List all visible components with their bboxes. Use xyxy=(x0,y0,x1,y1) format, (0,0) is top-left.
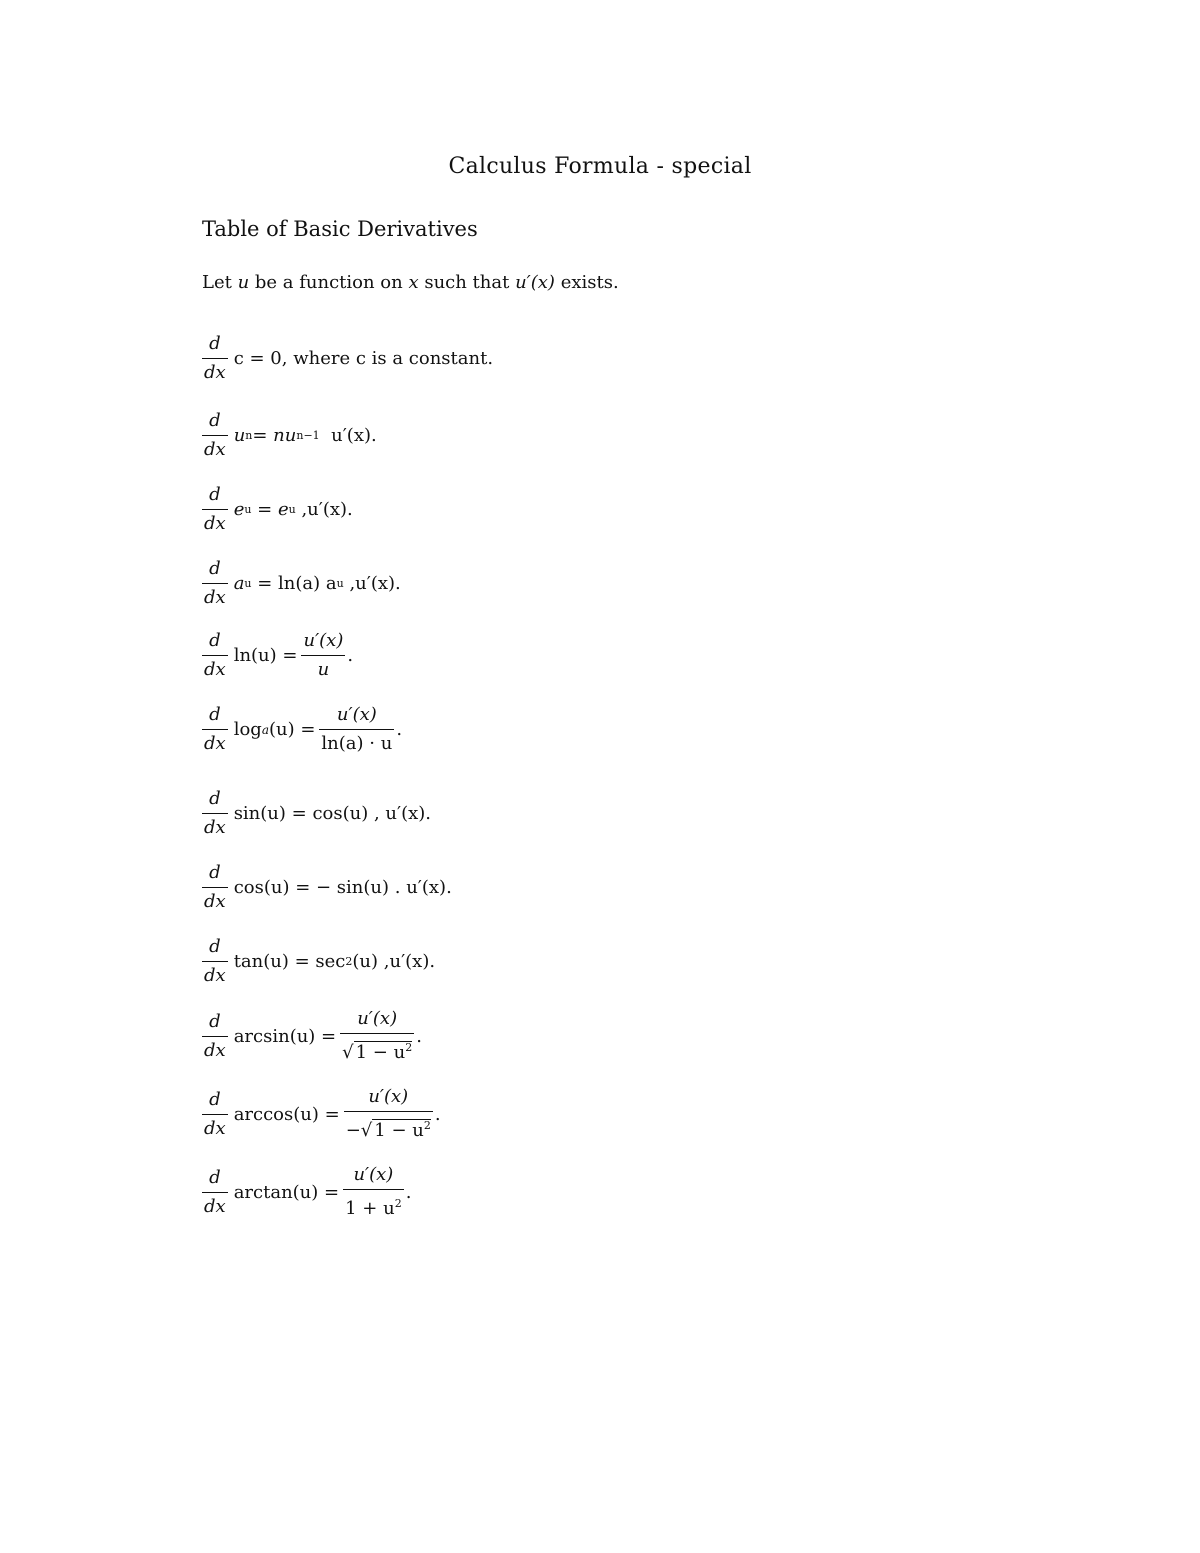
intro-var-x: x xyxy=(408,272,419,293)
formula-sin: $\frac{d}{dx}$ sin(u) = cos(u) , u′(x). xyxy=(204,788,431,838)
ddx-operator: $\frac{d}{dx}$ xyxy=(204,788,226,838)
arcsin-fraction: $\frac{u'(x)}{√ 1 - u^2}$ xyxy=(342,1008,413,1063)
formula-arcsin: $\frac{d}{dx}$ arcsin(u) = $\frac{u'(x)}{√ 1 - u^2}$ . xyxy=(204,1008,422,1063)
formula-log: $\frac{d}{dx}$ log a (u) = $\frac{u'(x)}{\ln(a) \cdot u}$ . xyxy=(204,704,403,754)
ddx-operator: $\frac{d}{dx}$ xyxy=(204,936,226,986)
formula-cos: $\frac{d}{dx}$ cos(u) = − sin(u) . u′(x). xyxy=(204,862,452,912)
arctan-fraction: $\frac{u'(x)}{1 + u^2}$ xyxy=(345,1164,402,1219)
page-title: Calculus Formula - special xyxy=(448,154,752,179)
ddx-operator: $\frac{d}{dx}$ xyxy=(204,630,226,680)
ln-fraction: $\frac{u'(x)}{u}$ xyxy=(303,630,344,680)
formula-ln: $\frac{d}{dx}$ ln(u) = $\frac{u'(x)}{u}$ . xyxy=(204,630,354,680)
intro-derivative: u′(x) xyxy=(515,272,555,293)
formula-arccos: $\frac{d}{dx}$ arccos(u) = $\frac{u'(x)}{-√ 1 - u^2}$ . xyxy=(204,1086,441,1141)
ddx-operator: $\frac{d}{dx}$ xyxy=(204,1166,226,1217)
intro-post: exists. xyxy=(554,272,619,293)
intro-var-u: u xyxy=(237,272,250,293)
formula-constant-expr: c = 0, where c is a constant. xyxy=(233,348,494,369)
ddx-operator: $\frac{d}{dx}$ xyxy=(204,558,226,608)
ddx-operator: $\frac{d}{dx}$ xyxy=(204,410,226,460)
formula-tan: $\frac{d}{dx}$ tan(u) = sec 2 (u) ,u′(x). xyxy=(204,936,436,986)
formula-exp: $\frac{d}{dx}$ e u = e u ,u′(x). xyxy=(204,484,353,534)
intro-mid2: such that xyxy=(418,272,516,293)
ddx-operator: $\frac{d}{dx}$ xyxy=(204,1088,226,1139)
formula-constant xyxy=(202,333,493,384)
ddx-operator: $\frac{d}{dx}$ xyxy=(204,862,226,912)
arccos-fraction: $\frac{u'(x)}{-√ 1 - u^2}$ xyxy=(345,1086,431,1141)
intro-sentence xyxy=(202,272,619,293)
ddx-operator: $\frac{d}{dx}$ xyxy=(204,333,226,383)
section-heading: Table of Basic Derivatives xyxy=(202,217,478,241)
log-fraction: $\frac{u'(x)}{\ln(a) \cdot u}$ xyxy=(321,704,393,754)
intro-mid1: be a function on xyxy=(249,272,409,293)
ddx-operator: $\frac{d}{dx}$ xyxy=(204,1010,226,1061)
formula-power: $\frac{d}{dx}$ u n = nu n−1 u′(x). xyxy=(204,410,377,460)
intro-pre: Let xyxy=(202,272,238,293)
ddx-operator: $\frac{d}{dx}$ xyxy=(204,484,226,534)
ddx-operator: $\frac{d}{dx}$ xyxy=(204,704,226,754)
formula-general-exp: $\frac{d}{dx}$ a u = ln(a) a u ,u′(x). xyxy=(204,558,401,608)
formula-arctan: $\frac{d}{dx}$ arctan(u) = $\frac{u'(x)}{1 + u^2}$ . xyxy=(204,1164,412,1219)
